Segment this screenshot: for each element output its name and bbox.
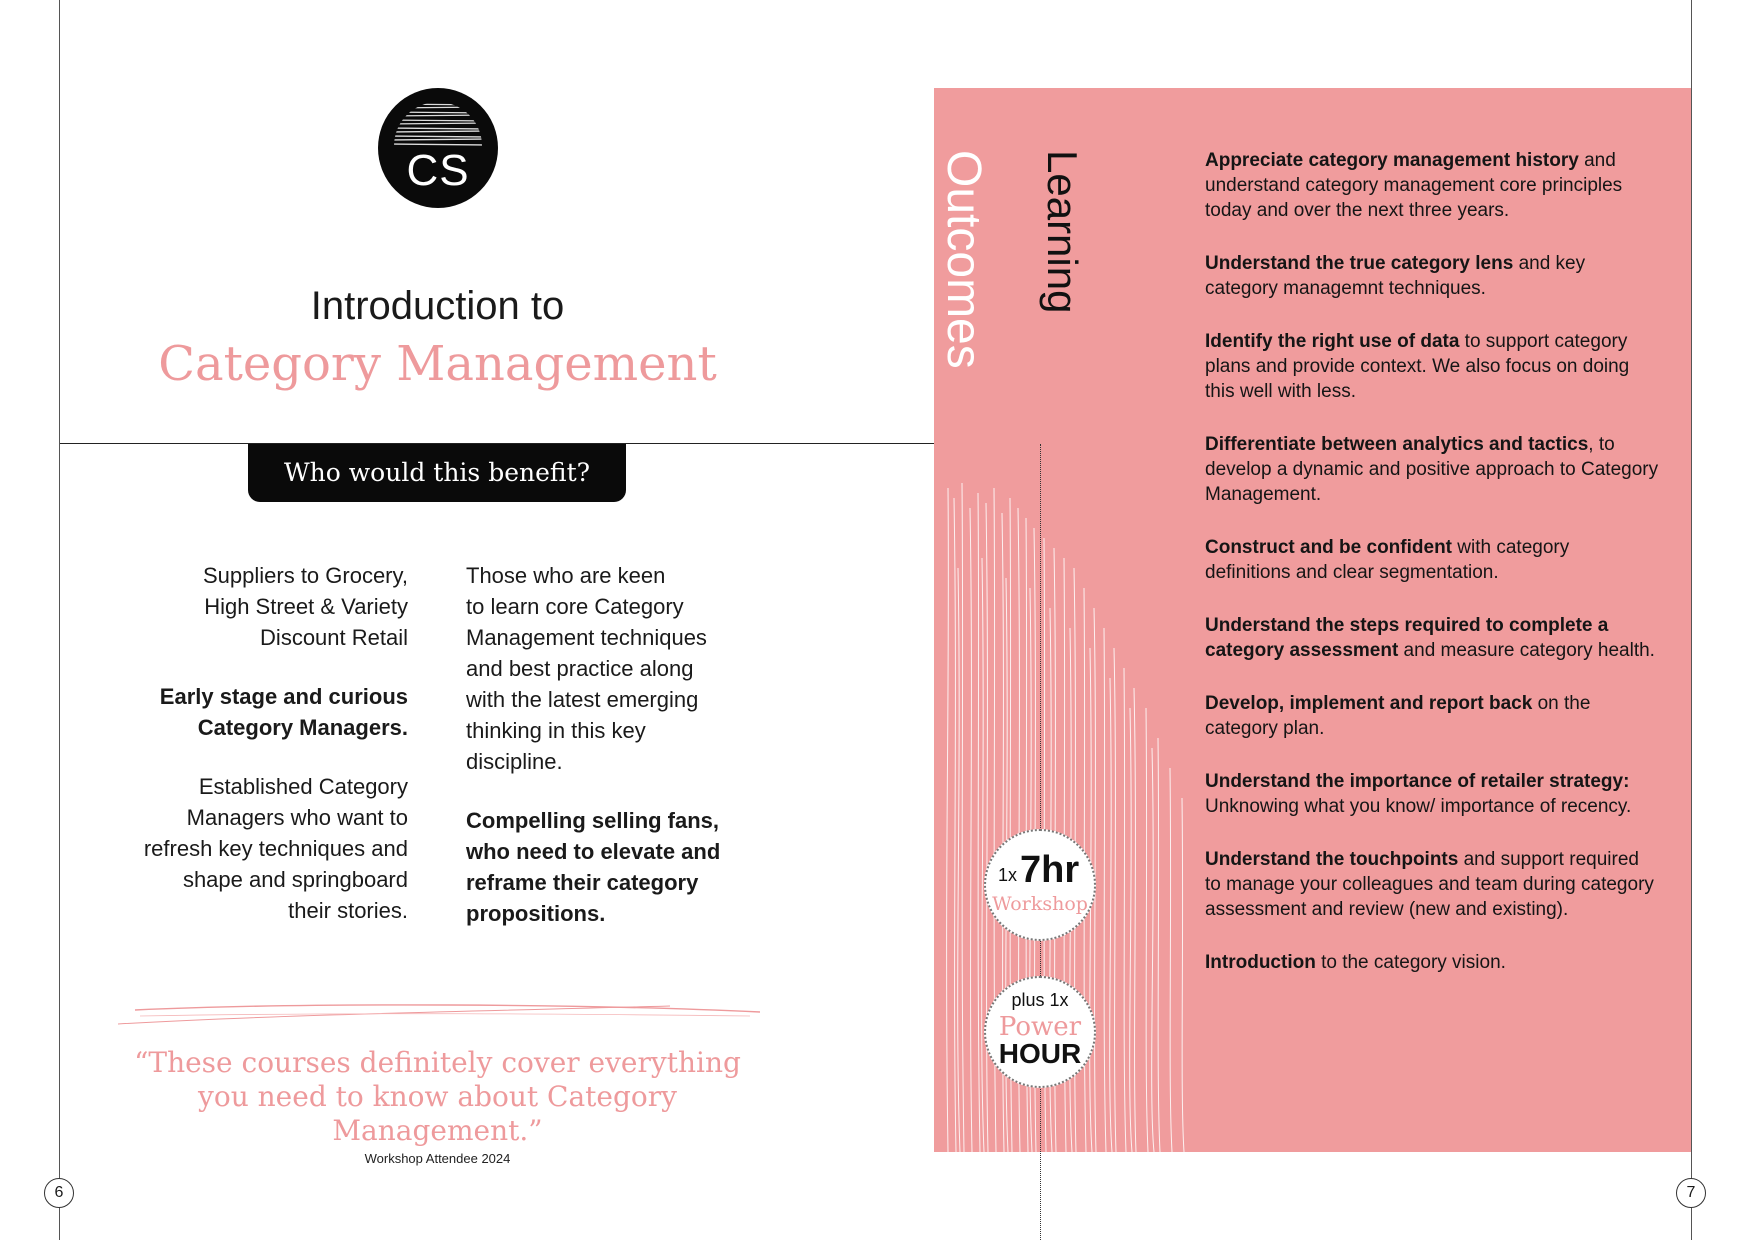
intro-heading: Introduction to [310, 284, 565, 328]
outcome-bold: Appreciate category management history [1205, 150, 1579, 171]
outcome-text: and measure category health. [1398, 640, 1655, 661]
quote-attribution: Workshop Attendee 2024 [364, 1151, 511, 1166]
outcome-bold: Construct and be confident [1205, 537, 1452, 558]
audience-selling-fans [466, 805, 766, 929]
outcome-text: with category definitions and clear segmentation. [1205, 537, 1570, 583]
outcome-item [1205, 950, 1660, 975]
page-number-right: 7 [1676, 1178, 1706, 1208]
text-line: discipline. [466, 749, 563, 774]
workshop-label: Workshop [992, 893, 1088, 915]
outcome-bold: Understand the importance of retailer strategy: [1205, 771, 1630, 792]
outcome-bold: Understand the touchpoints [1205, 849, 1459, 870]
outcome-item [1205, 148, 1660, 223]
outcome-text: Unknowing what you know/ importance of recency. [1205, 796, 1632, 817]
vertical-title-learning: Learning [1039, 150, 1086, 314]
workshop-badge [984, 829, 1096, 941]
audience-established [104, 771, 408, 926]
text-line: Management techniques [466, 625, 707, 650]
page-title: Category Management [158, 336, 717, 392]
power-prefix: plus 1x [1011, 990, 1069, 1010]
text-line: Established Category [198, 774, 408, 799]
vertical-title-outcomes: Outcomes [937, 150, 990, 369]
text-line: Early stage and curious [159, 684, 408, 709]
outcome-item [1205, 613, 1660, 663]
testimonial-quote: “These courses definitely cover everything you need to know about Category Management.” [134, 1046, 741, 1147]
right-margin-line [1691, 0, 1692, 1240]
text-line: with the latest emerging [466, 687, 699, 712]
text-line: to learn core Category [466, 594, 684, 619]
outcome-text: on the category plan. [1205, 693, 1591, 739]
page-number-left: 6 [44, 1178, 74, 1208]
outcome-bold: Identify the right use of data [1205, 331, 1460, 352]
power-hour-badge [984, 976, 1096, 1088]
outcome-bold: Develop, implement and report back [1205, 693, 1533, 714]
text-line: Category Managers. [197, 715, 408, 740]
workshop-prefix: 1x [998, 865, 1018, 885]
outcome-bold: Introduction [1205, 952, 1316, 973]
outcome-text: and understand category management core principles today and over the next three years. [1205, 150, 1623, 221]
audience-left-column [104, 560, 408, 954]
text-line: Compelling selling fans, [466, 808, 720, 833]
outcome-item [1205, 329, 1660, 404]
outcome-text: to support category plans and provide context. We also focus on doing this well with less. [1205, 331, 1630, 402]
left-margin-line [59, 0, 60, 1240]
audience-keen-learners [466, 560, 766, 777]
audience-right-column [466, 560, 766, 957]
logo-text: CS [406, 146, 470, 195]
hour-label: HOUR [998, 1038, 1082, 1069]
text-line: Discount Retail [260, 625, 408, 650]
outcome-item [1205, 432, 1660, 507]
text-line: Suppliers to Grocery, [202, 563, 408, 588]
outcome-text: and support required to manage your colleagues and team during category assessment and review (new and existing). [1205, 849, 1654, 920]
workshop-hours: 7hr [1020, 849, 1080, 891]
outcome-bold: Differentiate between analytics and tactics [1205, 434, 1589, 455]
benefit-heading: Who would this benefit? [248, 444, 626, 502]
outcome-bold: Understand the steps required to complete a category assessment [1205, 615, 1609, 661]
text-line: High Street & Variety [204, 594, 408, 619]
audience-suppliers [104, 560, 408, 653]
outcome-bold: Understand the true category lens [1205, 253, 1514, 274]
power-label: Power [998, 1012, 1082, 1042]
outcome-item [1205, 847, 1660, 922]
text-line: who need to elevate and [466, 839, 721, 864]
outcome-text: , to develop a dynamic and positive approach to Category Management. [1205, 434, 1659, 505]
learning-outcomes-list [1205, 148, 1660, 1003]
text-line: and best practice along [466, 656, 694, 681]
outcome-item [1205, 691, 1660, 741]
text-line: their stories. [288, 898, 408, 923]
text-line: Managers who want to [186, 805, 408, 830]
outcome-item [1205, 251, 1660, 301]
outcome-item [1205, 769, 1660, 819]
outcome-text: to the category vision. [1315, 952, 1506, 973]
cs-logo [378, 88, 498, 208]
text-line: Those who are keen [466, 563, 666, 588]
outcome-text: and key category managemnt techniques. [1205, 253, 1586, 299]
text-line: reframe their category [466, 870, 699, 895]
text-line: propositions. [466, 901, 606, 926]
text-line: refresh key techniques and [143, 836, 408, 861]
audience-early-stage [104, 681, 408, 743]
quote-swash-decoration [110, 996, 770, 1032]
text-line: thinking in this key [466, 718, 646, 743]
outcome-item [1205, 535, 1660, 585]
text-line: shape and springboard [182, 867, 408, 892]
